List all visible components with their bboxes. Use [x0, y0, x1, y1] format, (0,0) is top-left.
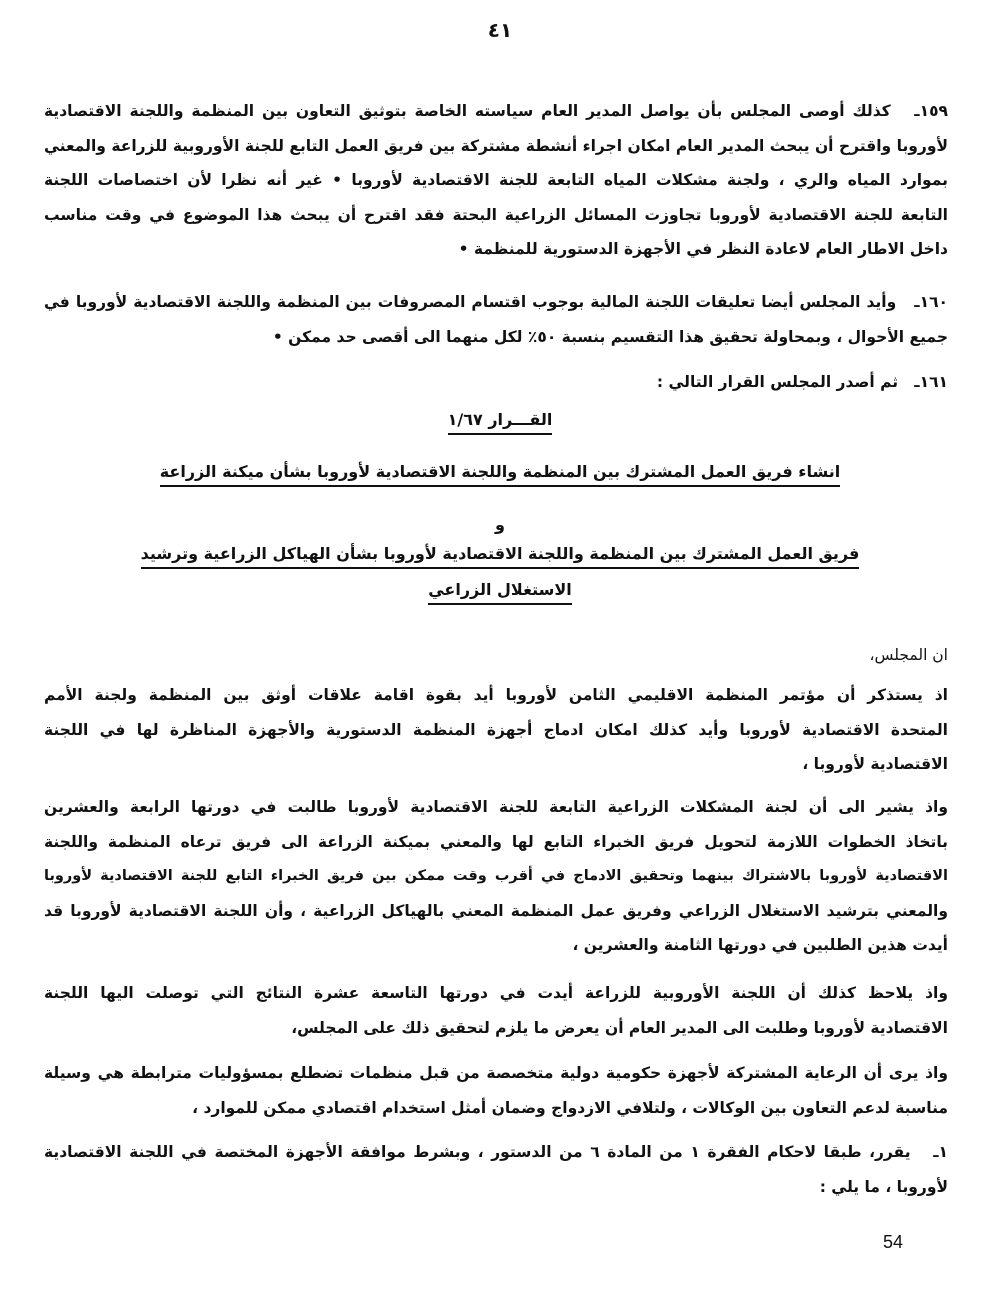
paragraph-161	[44, 365, 948, 400]
paragraph-line: الاقتصادية لأوروبا وطلبت الى المدير العام أن يعرض ما يلزم لتحقيق ذلك على المجلس،	[291, 1018, 948, 1037]
paragraph-line: ١ـ يقرر، طبقا لاحكام الفقرة ١ من المادة ٦ من الدستور ، وبشرط موافقة الأجهزة المختصة في اللجنة الاقتصادية	[44, 1143, 949, 1161]
paragraph-line: أيدت هذين الطلبين في دورتها الثامنة والعشرين ،	[572, 936, 948, 954]
paragraph-line: جميع الأحوال ، وبمحاولة تحقيق هذا التقسيم بنسبة ٥٠٪ لكل منهما الى أقصى حد ممكن •	[272, 327, 948, 346]
paragraph-line: مناسبة لدعم التعاون بين الوكالات ، ولتلافي الازدواج وضمان أمثل استخدام اقتصادي ممكن للموارد ،	[192, 1098, 948, 1117]
page-number-footer: 54	[883, 1232, 904, 1252]
preamble-clause-3	[44, 976, 948, 1045]
paragraph-number: ١٦١ـ	[914, 373, 948, 391]
preamble-opening: ان المجلس،	[869, 646, 948, 664]
paragraph-line: واذ يلاحظ كذلك أن اللجنة الأوروبية للزراعة أيدت في دورتها التاسعة عشرة النتائج التي توصلت اليها اللجنة	[44, 984, 948, 1002]
resolution-subtitle-1: انشاء فريق العمل المشترك بين المنظمة واللجنة الاقتصادية لأوروبا بشأن ميكنة الزراعة	[0, 462, 1000, 487]
paragraph-number: ١٦٠ـ	[914, 293, 948, 311]
paragraph-line: والمعني بترشيد الاستغلال الزراعي وفريق عمل المنظمة المعني بالهياكل الزراعية ، وأن اللجنة الاقتصادية لأوروبا قد	[44, 901, 948, 920]
preamble-clause-4	[44, 1056, 948, 1125]
paragraph-line: الاقتصادية لأوروبا ،	[802, 755, 948, 773]
paragraph-line: ١٦٠ـ وأيد المجلس أيضا تعليقات اللجنة المالية بوجوب اقتسام المصروفات بين المنظمة واللجنة الاقتصادية لأوروبا في	[44, 293, 948, 311]
paragraph-line: ١٦١ـ ثم أصدر المجلس القرار التالي :	[656, 373, 948, 391]
paragraph-line: باتخاذ الخطوات اللازمة لتحويل فريق الخبراء التابع لها والمعني بميكنة الزراعة الى فريق ترعاه المنظمة واللجنة	[44, 832, 948, 851]
preamble-clause-2	[44, 790, 948, 963]
paragraph-line: داخل الاطار العام لاعادة النظر في الأجهزة الدستورية للمنظمة •	[458, 240, 948, 258]
operative-paragraph-1	[44, 1135, 948, 1204]
paragraph-line: اذ يستذكر أن مؤتمر المنظمة الاقليمي الثامن لأوروبا أيد بقوة اقامة علاقات أوثق بين المنظمة ولجنة الأمم	[44, 686, 948, 704]
paragraph-line: الاقتصادية لأوروبا بالاشتراك بينهما وتحقيق الادماج في أقرب وقت ممكن بين فريق الخبراء التابع للجنة الاقتصادية لأوروبا	[44, 868, 948, 884]
paragraph-line: التابعة للجنة الاقتصادية لأوروبا تجاوزت المسائل الزراعية البحتة فقد اقترح أن يبحث هذا الموضوع في وقت مناسب	[44, 205, 948, 224]
paragraph-line: المتحدة الاقتصادية لأوروبا وأيد كذلك امكان ادماج أجهزة المنظمة الدستورية والأجهزة المناظرة لها في اللجنة	[44, 720, 948, 739]
paragraph-number: ١٥٩ـ	[914, 102, 948, 120]
preamble-clause-1	[44, 678, 948, 782]
paragraph-line: ١٥٩ـ كذلك أوصى المجلس بأن يواصل المدير العام سياسته الخاصة بتوثيق التعاون بين المنظمة واللجنة الاقتصادية	[44, 102, 948, 120]
resolution-title: القـــرار ١/٦٧	[0, 410, 1000, 435]
page-number-arabic: ٤١	[487, 18, 513, 42]
paragraph-line: بموارد المياه والري ، ولجنة مشكلات المياه التابعة للجنة الاقتصادية لأوروبا • غير أنه نظرا لأن اختصاصات اللجنة	[44, 171, 948, 189]
paragraph-number: ١ـ	[933, 1143, 949, 1161]
resolution-conjunction: و	[495, 515, 505, 534]
paragraph-line: واذ يرى أن الرعاية المشتركة لأجهزة حكومية دولية متخصصة من قبل منظمات تضطلع بمسؤوليات مترابطة هي وسيلة	[44, 1064, 948, 1082]
paragraph-line: لأوروبا ، ما يلي :	[819, 1177, 948, 1196]
paragraph-line: واذ يشير الى أن لجنة المشكلات الزراعية التابعة للجنة الاقتصادية لأوروبا طالبت في دورتها الرابعة والعشرين	[44, 798, 948, 816]
paragraph-160	[44, 285, 948, 354]
resolution-subtitle-2-line-2: الاستغلال الزراعي	[0, 580, 1000, 605]
resolution-subtitle-2-line-1: فريق العمل المشترك بين المنظمة واللجنة الاقتصادية لأوروبا بشأن الهياكل الزراعية وترشيد	[0, 544, 1000, 569]
paragraph-159	[44, 94, 948, 267]
paragraph-line: لأوروبا واقترح أن يبحث المدير العام امكان اجراء أنشطة مشتركة بين فريق العمل التابع للجنة الأوروبية للزراعة والمعني	[44, 136, 948, 155]
